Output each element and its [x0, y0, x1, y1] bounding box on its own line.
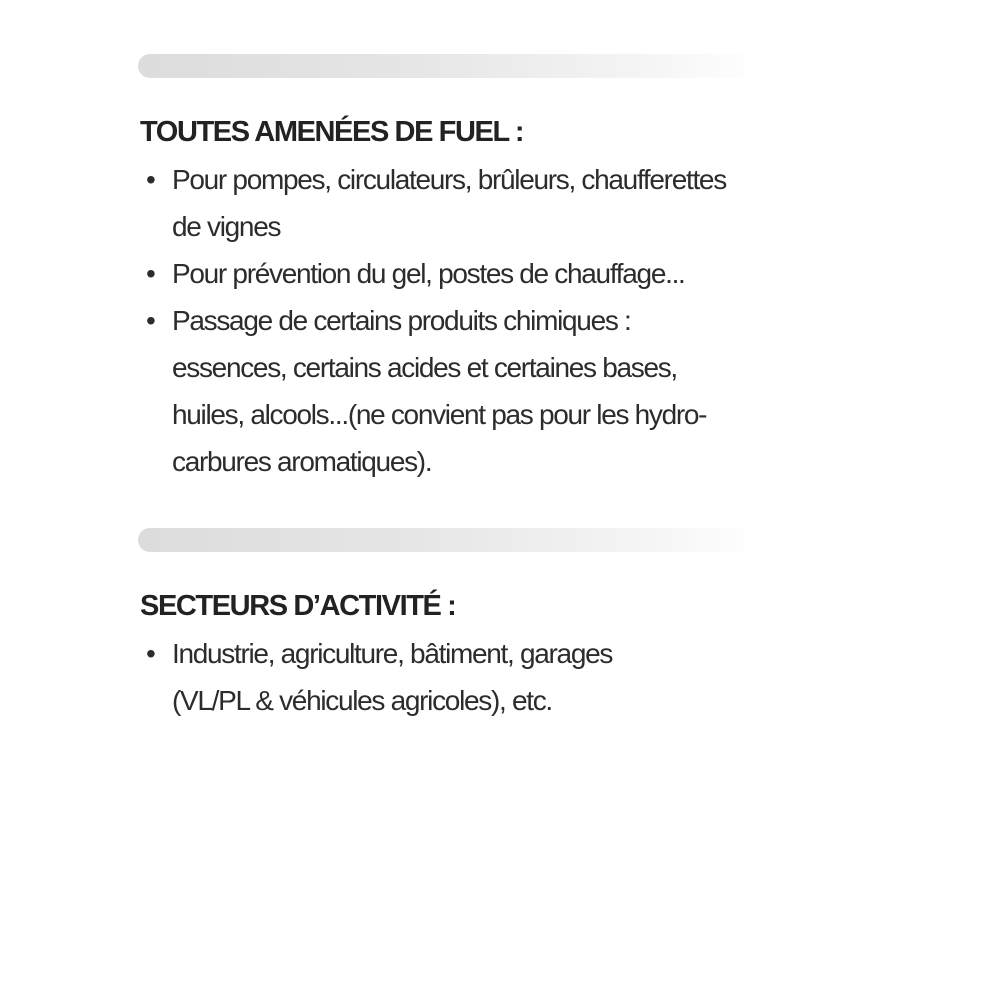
- list-item: [140, 156, 840, 250]
- list-item-line: de vignes: [172, 211, 281, 242]
- list-item-line: Pour prévention du gel, postes de chauffage...: [172, 258, 685, 289]
- section-heading: TOUTES AMENÉES DE FUEL :: [140, 116, 524, 148]
- list-item-line: Passage de certains produits chimiques :: [172, 305, 631, 336]
- list-item-line: (VL/PL & véhicules agricoles), etc.: [172, 685, 552, 716]
- section-divider-bar: [138, 528, 760, 552]
- bullet-icon: •: [146, 164, 155, 195]
- list-item: [140, 630, 840, 724]
- bullet-list: [140, 630, 840, 724]
- section-heading: SECTEURS D’ACTIVITÉ :: [140, 590, 456, 622]
- bullet-icon: •: [146, 638, 155, 669]
- section-divider-bar: [138, 54, 760, 78]
- section-fuel-supply: [140, 110, 840, 485]
- bullet-icon: •: [146, 258, 155, 289]
- list-item-line: Industrie, agriculture, bâtiment, garages: [172, 638, 613, 669]
- list-item: [140, 250, 840, 297]
- list-item-line: huiles, alcools...(ne convient pas pour les hydro-: [172, 399, 707, 430]
- list-item-line: Pour pompes, circulateurs, brûleurs, chaufferettes: [172, 164, 726, 195]
- list-item: [140, 297, 840, 485]
- list-item-line: essences, certains acides et certaines bases,: [172, 352, 677, 383]
- bullet-list: [140, 156, 840, 485]
- section-activity-sectors: [140, 584, 840, 724]
- bullet-icon: •: [146, 305, 155, 336]
- list-item-line: carbures aromatiques).: [172, 446, 432, 477]
